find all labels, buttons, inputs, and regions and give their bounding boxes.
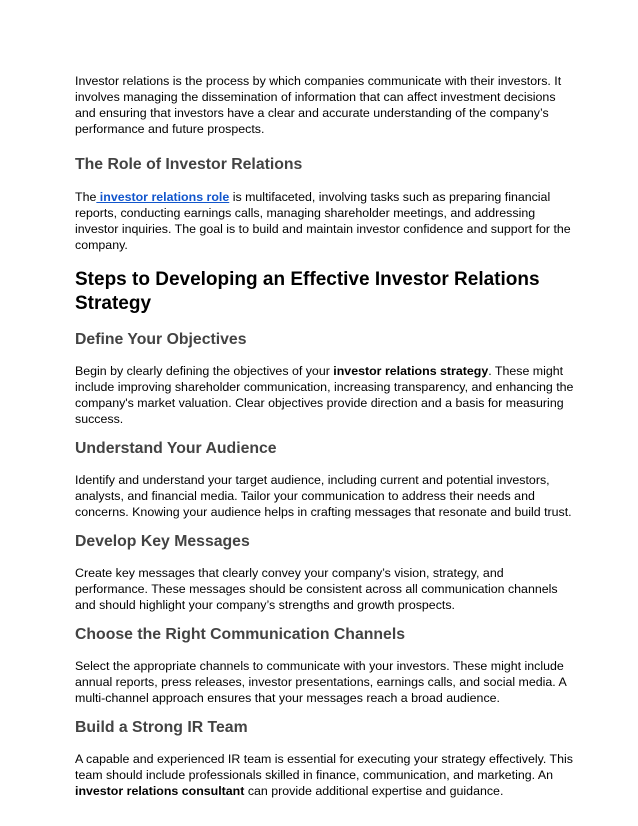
heading-role: The Role of Investor Relations <box>75 156 303 173</box>
heading-messages: Develop Key Messages <box>75 533 250 550</box>
role-suffix: is multifaceted, involving tasks such as preparing financial reports, conducting earnings calls, managing shareholder meetings, and addressing investor inquiries. The goal is to build and maintain investor confidence and support for the company. <box>75 190 571 252</box>
objectives-before: Begin by clearly defining the objectives of your <box>75 364 334 378</box>
heading-team: Build a Strong IR Team <box>75 719 248 736</box>
role-prefix: The <box>75 190 97 204</box>
objectives-bold: investor relations strategy <box>333 364 489 378</box>
intro-paragraph: Investor relations is the process by which companies communicate with their investors. It involves managing the dissemination of information that can affect investment decisions and ensuring that investors have a clear and accurate understanding of the company’s performance and future prospects. <box>75 74 562 136</box>
team-bold: investor relations consultant <box>75 784 245 798</box>
heading-objectives: Define Your Objectives <box>75 331 247 348</box>
objectives-paragraph <box>75 363 578 427</box>
objectives-after: . These might include improving shareholder communication, increasing transparency, and enhancing the company's market valuation. Clear objectives provide direction and a basis for measuring success. <box>75 364 574 426</box>
channels-paragraph: Select the appropriate channels to communicate with your investors. These might include annual reports, press releases, investor presentations, earnings calls, and social media. A multi-channel approach ensures that your messages reach a broad audience. <box>75 659 567 705</box>
role-paragraph <box>75 189 578 253</box>
team-before: A capable and experienced IR team is essential for executing your strategy effectively. This team should include professionals skilled in finance, communication, and marketing. An <box>75 752 573 782</box>
heading-channels: Choose the Right Communication Channels <box>75 626 405 643</box>
audience-paragraph: Identify and understand your target audience, including current and potential investors, analysts, and financial media. Tailor your communication to address their needs and concerns. Knowing your audience helps in crafting messages that resonate and build trust. <box>75 473 572 519</box>
messages-paragraph: Create key messages that clearly convey your company’s vision, strategy, and performance. These messages should be consistent across all communication channels and should highlight your company’s strengths and growth prospects. <box>75 566 558 612</box>
heading-steps: Steps to Developing an Effective Investor Relations Strategy <box>75 269 540 314</box>
heading-audience: Understand Your Audience <box>75 440 277 457</box>
investor-relations-role-link[interactable]: investor relations role <box>96 190 230 204</box>
team-paragraph <box>75 751 578 799</box>
team-after: can provide additional expertise and guidance. <box>244 784 504 798</box>
